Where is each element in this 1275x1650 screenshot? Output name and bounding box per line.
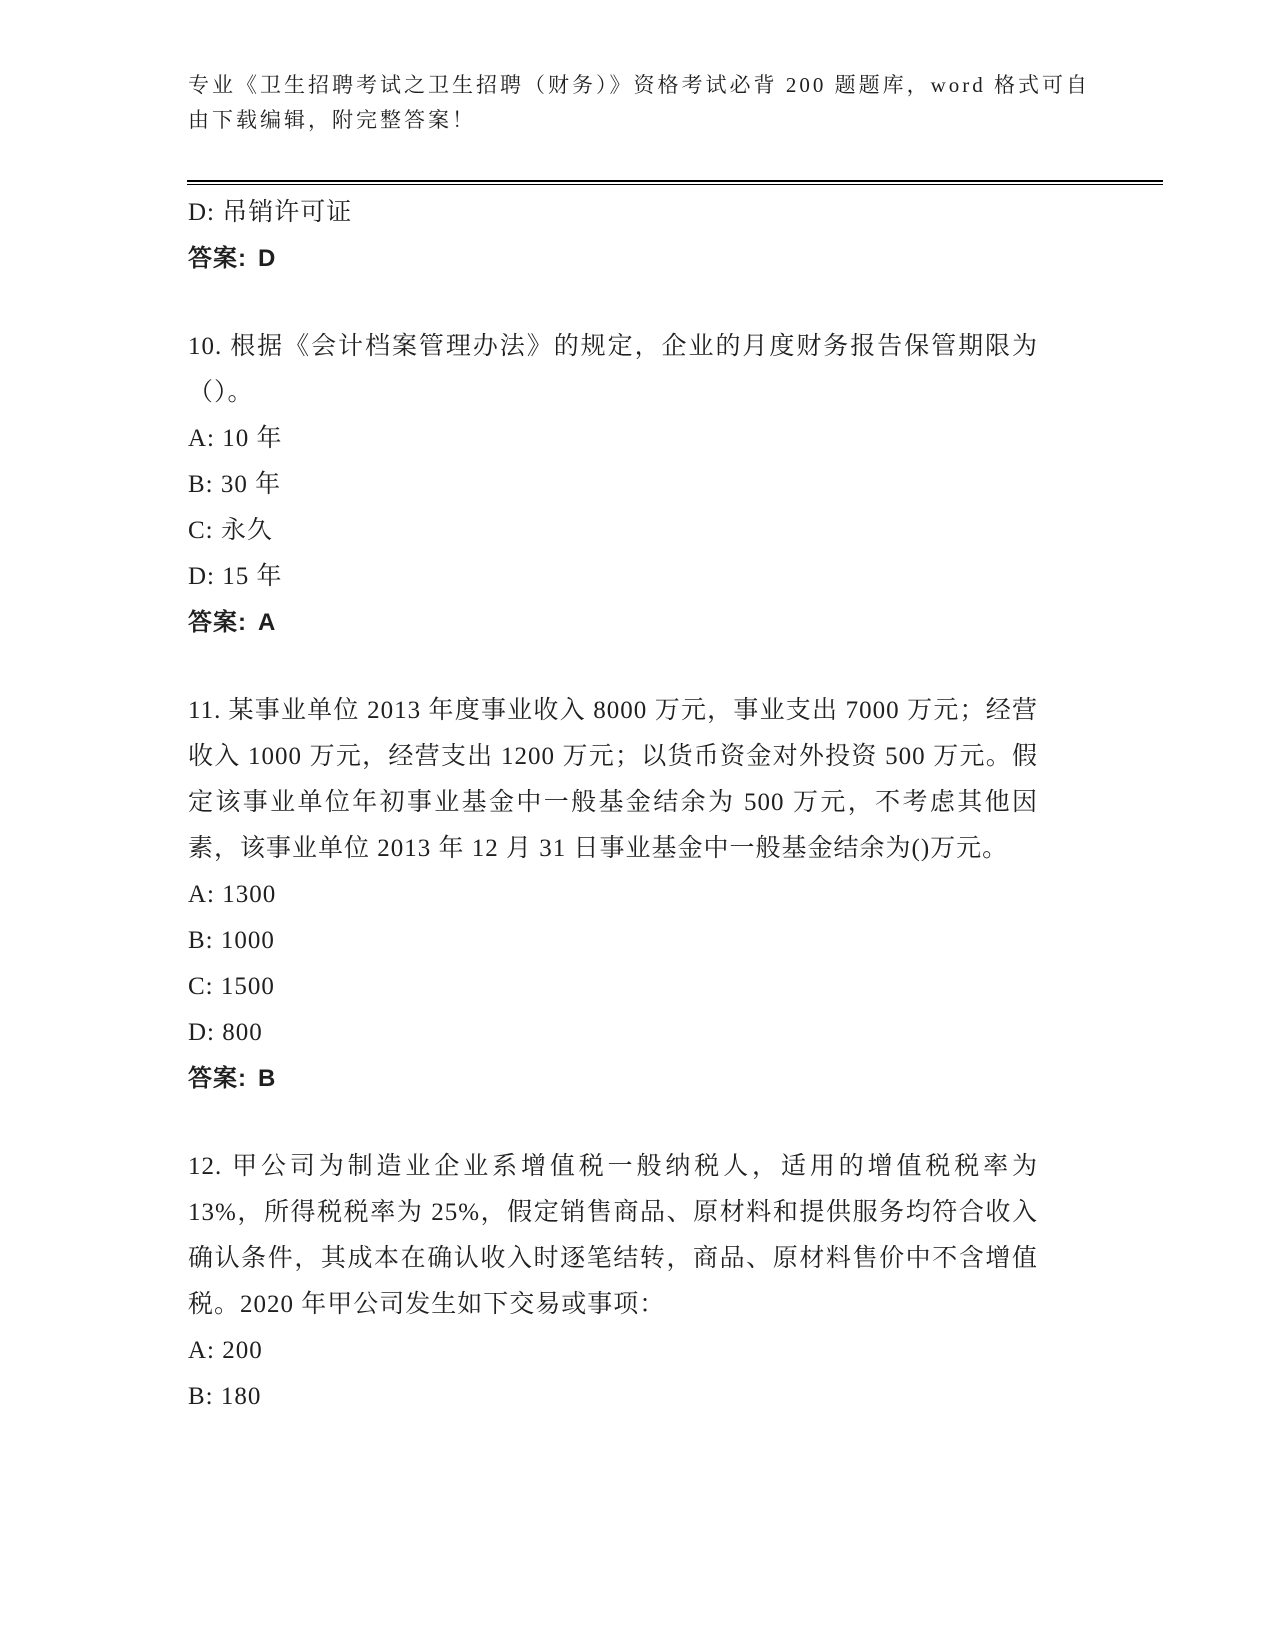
question-number: 12. [188,1153,223,1180]
question-number: 10. [188,333,223,360]
header-note-text: 专业《卫生招聘考试之卫生招聘（财务）》资格考试必背 200 题题库，word 格式可自由下载编辑，附完整答案！ [188,73,1090,132]
page-header-note [188,68,1090,138]
option-line: A: 200 [188,1337,263,1364]
option-line: C: 1500 [188,973,275,1000]
answer-line [188,600,1038,646]
answer-label: 答案: [188,245,247,272]
option-line: C: 永久 [188,517,273,544]
option-line: B: 180 [188,1383,262,1410]
carryover-option-line: D: 吊销许可证 [188,199,353,226]
answer-label: 答案: [188,609,247,636]
question-text [188,1144,1038,1328]
answer-label: 答案: [188,1065,247,1092]
question-number: 11. [188,697,222,724]
question-body-text: 根据《会计档案管理办法》的规定，企业的月度财务报告保管期限为（）。 [188,333,1038,406]
header-divider [187,180,1163,185]
question-block-11 [188,688,1038,1102]
answer-value: D [258,245,277,272]
option-line: D: 800 [188,1019,263,1046]
option-line: A: 1300 [188,881,277,908]
carryover-answer-line [188,236,1038,282]
answer-line [188,1056,1038,1102]
question-block-10 [188,324,1038,646]
question-body-text: 某事业单位 2013 年度事业收入 8000 万元，事业支出 7000 万元；经营收入 1000 万元，经营支出 1200 万元；以货币资金对外投资 500 万元。假定该事业单位年初事业基金中一般基金结余为 500 万元，不考虑其他因素，该事业单位 2013 年 12 月 31 日事业基金中一般基金结余为()万元。 [188,697,1038,862]
option-line: D: 15 年 [188,563,283,590]
answer-value: B [258,1065,277,1092]
option-line: B: 1000 [188,927,275,954]
question-block-12 [188,1144,1038,1420]
question-body-text: 甲公司为制造业企业系增值税一般纳税人，适用的增值税税率为 13%，所得税税率为 25%，假定销售商品、原材料和提供服务均符合收入确认条件，其成本在确认收入时逐笔结转，商品、原材料售价中不含增值税。2020 年甲公司发生如下交易或事项： [188,1153,1038,1318]
document-body [188,190,1038,1420]
question-text [188,688,1038,872]
option-line: A: 10 年 [188,425,283,452]
option-line: B: 30 年 [188,471,282,498]
question-text [188,324,1038,416]
answer-value: A [258,609,277,636]
